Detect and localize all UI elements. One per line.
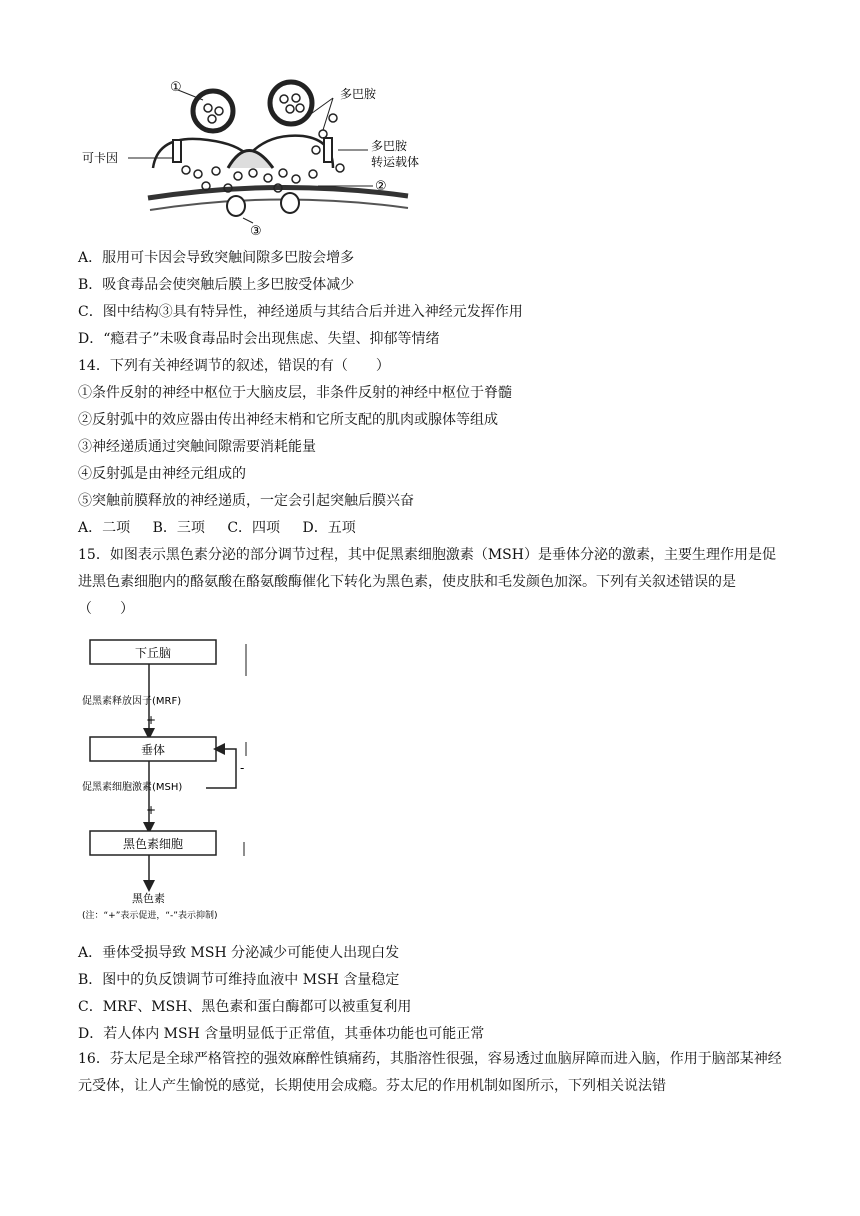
label-2: ② (375, 179, 387, 194)
plus-2: + (146, 803, 157, 817)
box-melanocyte-label: 黑色素细胞 (122, 837, 184, 851)
figure-note: (注：“+”表示促进，“-”表示抑制) (82, 911, 218, 921)
label-3: ③ (250, 224, 262, 239)
label-transporter-2: 转运载体 (371, 155, 420, 169)
label-dopamine: 多巴胺 (340, 87, 377, 101)
label-msh: 促黑素细胞激素(MSH) (82, 782, 183, 793)
q15-option-b: B．图中的负反馈调节可维持血液中 MSH 含量稳定 (78, 972, 400, 988)
q14-item-3: ③神经递质通过突触间隙需要消耗能量 (78, 439, 316, 455)
label-cocaine: 可卡因 (82, 151, 119, 165)
box-hypothalamus-label: 下丘脑 (134, 646, 172, 660)
q14-option-c: C．四项 (227, 520, 281, 536)
receptors (227, 193, 299, 216)
label-1: ① (170, 80, 182, 95)
postsynaptic-membrane-inner (150, 199, 408, 210)
label-transporter-1: 多巴胺 (371, 139, 408, 153)
q13-option-b: B．吸食毒品会使突触后膜上多巴胺受体减少 (78, 277, 355, 293)
vesicle (270, 82, 312, 124)
q14-item-1: ①条件反射的神经中枢位于大脑皮层，非条件反射的神经中枢位于脊髓 (78, 385, 512, 401)
q13-option-c: C．图中结构③具有特异性，神经递质与其结合后并进入神经元发挥作用 (78, 304, 523, 320)
q15-option-c: C．MRF、MSH、黑色素和蛋白酶都可以被重复利用 (78, 999, 412, 1015)
vesicle (193, 91, 233, 131)
label-melanin: 黑色素 (132, 892, 165, 905)
q13-option-d: D．“瘾君子”未吸食毒品时会出现焦虑、失望、抑郁等情绪 (78, 331, 440, 347)
q14-option-d: D．五项 (302, 520, 356, 536)
q14-item-2: ②反射弧中的效应器由传出神经末梢和它所支配的肌肉或腺体等组成 (78, 412, 498, 428)
q14-stem: 14．下列有关神经调节的叙述，错误的有（ ） (78, 358, 390, 374)
melanin-flowchart (78, 632, 308, 928)
box-pituitary-label: 垂体 (140, 743, 166, 757)
cocaine-transporter (173, 140, 181, 162)
q14-option-b: B．三项 (152, 520, 205, 536)
q15-option-d: D．若人体内 MSH 含量明显低于正常值，其垂体功能也可能正常 (78, 1026, 485, 1042)
dopamine-molecules (182, 114, 344, 192)
plus-1: + (146, 713, 157, 727)
label-mrf: 促黑素释放因子(MRF) (82, 696, 182, 707)
q13-option-a: A．服用可卡因会导致突触间隙多巴胺会增多 (78, 250, 355, 266)
dopamine-transporter (324, 138, 332, 162)
synapse-figure (78, 78, 420, 243)
q15-option-a: A．垂体受损导致 MSH 分泌减少可能使人出现白发 (78, 945, 400, 961)
q16-stem: 16．芬太尼是全球严格管控的强效麻醉性镇痛药，其脂溶性很强，容易透过血脑屏障而进入脑，作用于脑部某神经元受体，让人产生愉悦的感觉，长期使用会成瘾。芬太尼的作用机制如图所示，下列相关说法错 (78, 1051, 782, 1094)
q15-stem: 15．如图表示黑色素分泌的部分调节过程，其中促黑素细胞激素（MSH）是垂体分泌的激素，主要生理作用是促进黑色素细胞内的酪氨酸在酪氨酸酶催化下转化为黑色素，使皮肤和毛发颜色加深。下列有关叙述错误的是（ ） (78, 547, 776, 617)
q14-item-5: ⑤突触前膜释放的神经递质，一定会引起突触后膜兴奋 (78, 493, 414, 509)
q14-option-a: A．二项 (78, 520, 131, 536)
minus-feedback: - (240, 761, 245, 775)
vesicle-fusion (228, 151, 273, 169)
q14-options (78, 518, 374, 538)
q14-item-4: ④反射弧是由神经元组成的 (78, 466, 246, 482)
